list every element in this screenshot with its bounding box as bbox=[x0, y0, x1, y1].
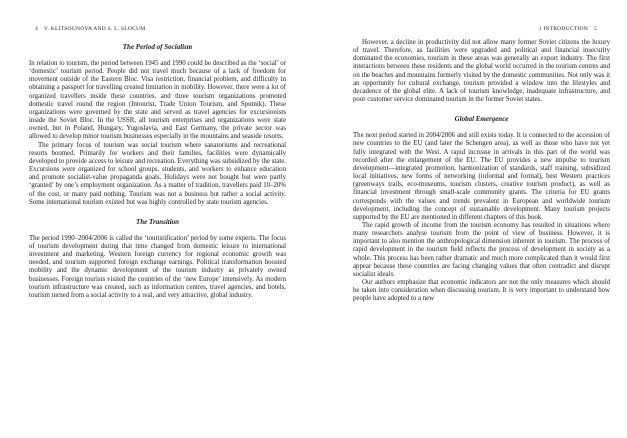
page-number: 5 bbox=[594, 26, 597, 32]
running-header-left bbox=[29, 26, 145, 32]
text-column-right bbox=[353, 39, 610, 304]
text-column-left bbox=[29, 39, 286, 300]
paragraph: The period 1990–2004/2006 is called the ‘touristification’ period by some experts. The focus of tourism development during that time changed from domestic leisure to international investment and marketing. Western foreign currency for regional economic growth was needed, and tourism supported foreign exchange earnings. Political transformation boosted mobility and the dynamic development of the tourism industry as privately owned businesses. Foreign tourists visited the countries of the ‘new Europe’ intensively. As modern tourism infrastructure was created, such as information centres, travel agencies, and hotels, tourism turned from a social activity to a real, and very attractive, global industry. bbox=[29, 234, 286, 299]
running-header-chapter: 1 INTRODUCTION bbox=[538, 26, 588, 32]
running-header-right bbox=[539, 26, 603, 32]
running-header-authors: V. KLITSOUNOVA AND S. L. SLOCUM bbox=[44, 26, 146, 32]
paragraph: However, a decline in productivity did not allow many former Soviet citizens the luxury of travel. Therefore, as facilities were upgraded and political and financial insecurity dominated the economies, tourism in these areas was generally an export industry. The first interactions between these residents and the global world occurred in the tourism centres and on the beaches and mountains formerly visited by the domestic communities. Not only was it an opportunity for cultural exchange, tourism provided a window into the lifestyles and decadence of the global elite. A lack of tourism knowledge, inadequate infrastructure, and poor customer service dominated tourism in the former Soviet states. bbox=[353, 39, 610, 104]
paragraph: In relation to tourism, the period between 1945 and 1990 could be described as the ‘social’ or ‘domestic’ tourism period. People did not travel much because of a lack of freedom for movement outside of the Eastern Bloc. Visa restriction, financial problem, and difficulty in obtaining a passport for travelling created limitation in mobility. However, there were a lot of organized travellers inside these countries, and three tourism organizations promoted domestic travel round the region (Intourist, Trade Union Tourism, and Sputnik). These organizations were governed by the state and served as travel agencies for excursionists inside the Soviet Bloc. In the USSR, all tourism enterprises and organizations were state owned, but in Poland, Hungary, Yugoslavia, and East Germany, the private sector was allowed to develop minor tourism businesses especially in the mountains and seaside resorts. bbox=[29, 60, 286, 141]
right-page bbox=[313, 0, 627, 438]
section-heading: The Period of Socialism bbox=[122, 43, 193, 51]
paragraph: The rapid growth of income from the tourism economy has resulted in situations where many researchers analyse tourism from the point of view of business. However, it is important to also mention the anthropological dimension inherent in tourism. The process of rapid development in the tourism field reflects the process of development in society as a whole. This process has been rather dramatic and much more complicated than it would first appear because these countries are facing changing values that often contradict and disrupt socialist ideals. bbox=[353, 221, 610, 278]
left-page bbox=[0, 0, 313, 438]
section-spacer bbox=[353, 104, 610, 111]
section-heading: Global Emergence bbox=[454, 115, 509, 124]
paragraph: The primary focus of tourism was social tourism where sanatoriums and recreational resorts boomed. Primarily for workers and their families, facilities were dynamically developed to provide access to leisure and recreation. Everything was subsidized by the state. Excursions were organized for school groups, students, and workers to enhance education and promote socialist-value propaganda goals. Holidays were not bought but were partly ‘granted’ by one’s employment organization. As a matter of tradition, travellers paid 10–20% of the cost, or many paid nothing. Tourism was not a business but rather a social activity. Some international tourism existed but was highly controlled by state tourism agencies. bbox=[29, 141, 286, 206]
section-spacer bbox=[29, 207, 286, 214]
paragraph: Our authors emphasize that economic indicators are not the only measures which should be taken into consideration when discussing tourism. It is very important to understand how people have adopted to a new bbox=[353, 279, 610, 303]
paragraph: The next period started in 2004/2006 and still exists today. It is connected to the accession of new countries to the EU (and later the Schengen area), as well as those who have not yet fully integrated with the West. A rapid increase in arrivals in this part of the world was recorded after the enlargement of the EU. The EU provides a new impulse to tourism development—integrated promotion, harmonization of standards, staff training, subsidized local initiatives, new forms of networking (informal and formal), best Western practices (greenways trails, eco-museums, tourism clusters, creative tourism product), as well as financial investment through small-scale community grants. The criteria for EU grants corresponds with the values and trends prevalent in European and worldwide tourism development, including the concept of sustainable development. Many tourism projects supported by the EU are mentioned in different chapters of this book. bbox=[353, 132, 610, 221]
section-heading: The Transition bbox=[135, 217, 180, 226]
page-number: 4 bbox=[35, 26, 38, 32]
